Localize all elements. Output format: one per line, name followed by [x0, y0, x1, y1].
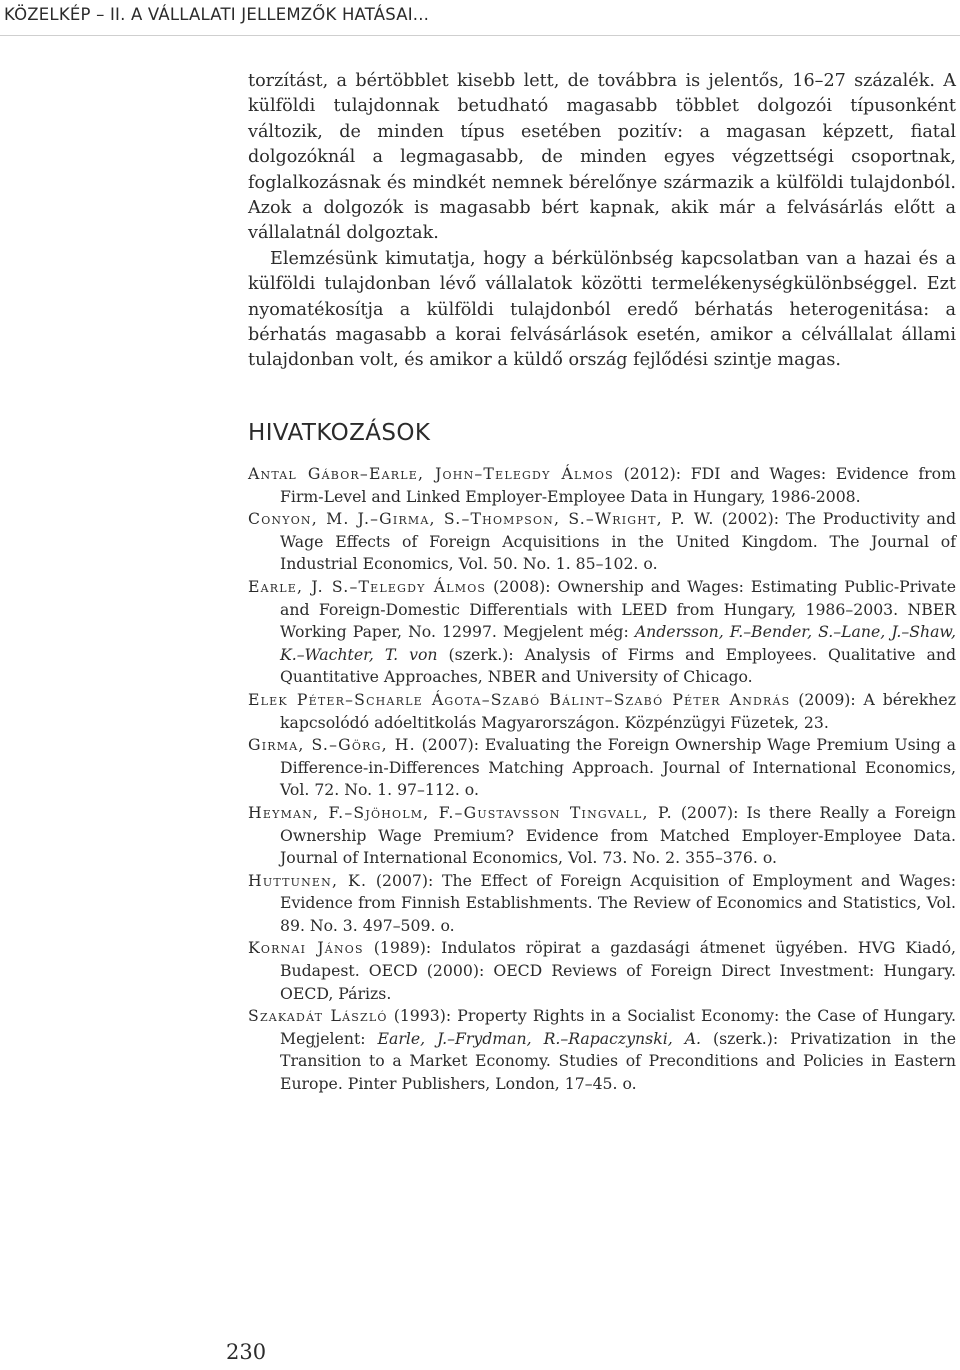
reference-details: (2009): A bérekhez kapcsolódó adóeltitkolás Magyarországon. Közpénzügyi Füzetek, 23. [280, 689, 956, 732]
reference-authors: Huttunen, K. [248, 870, 368, 890]
reference-authors: Girma, S.–Görg, H. [248, 735, 416, 755]
reference-details: (2008): Ownership and Wages: Estimating Public-Private and Foreign-Domestic Differentials with LEED from Hungary, 1986–2003. NBER Working Paper, No. 12997. Megjelent még: [280, 576, 956, 642]
reference-item [248, 802, 956, 870]
reference-authors: Szakadát László [248, 1006, 388, 1026]
reference-details-continued: (szerk.): Privatization in the Transition to a Market Economy. Studies of Preconditions and Policies in Eastern Europe. Pinter Publishers, London, 17–45. o. [280, 1028, 956, 1094]
references-heading: HIVATKOZÁSOK [248, 420, 431, 446]
reference-item [248, 508, 956, 576]
reference-details: (2012): FDI and Wages: Evidence from Firm-Level and Linked Employer-Employee Data in Hungary, 1986-2008. [280, 464, 956, 506]
body-text [248, 69, 956, 374]
reference-details-continued: (szerk.): Analysis of Firms and Employees. Qualitative and Quantitative Approaches, NBER and University of Chicago. [280, 644, 956, 687]
reference-item [248, 734, 956, 802]
running-header [0, 0, 960, 36]
paragraph-1: torzítást, a bértöbblet kisebb lett, de továbbra is jelentős, 16–27 százalék. A külföldi tulajdonnak betudható magasabb többlet dolgozói típusonként változik, de minden típus esetében pozitív: a magasan képzett, fiatal dolgozóknál a legmagasabb, de minden egyes végzettségi csoportnak, foglalkozásnak és mindkét nemnek bérelőnye származik a külföldi tulajdonból. Azok a dolgozók is magasabb bért kapnak, akik már a felvásárlás előtt a vállalatnál dolgoztak. [248, 71, 956, 244]
reference-details: (2002): The Productivity and Wage Effects of Foreign Acquisitions in the United Kingdom. The Journal of Industrial Economics, Vol. 50. No. 1. 85–102. o. [280, 509, 956, 574]
reference-authors: Elek Péter–Scharle Ágota–Szabó Bálint–Szabó Péter András [248, 689, 791, 709]
page-number: 230 [226, 1340, 267, 1364]
reference-authors: Earle, J. S.–Telegdy Álmos [248, 576, 487, 596]
reference-details: (2007): The Effect of Foreign Acquisition of Employment and Wages: Evidence from Finnish Establishments. The Review of Economics and Statistics, Vol. 89. No. 3. 497–509. o. [280, 870, 956, 935]
running-head-title: KÖZELKÉP – II. A VÁLLALATI JELLEMZŐK HATÁSAI... [4, 5, 430, 24]
reference-details: (1989): Indulatos röpirat a gazdasági átmenet ügyében. HVG Kiadó, Budapest. OECD (2000): OECD Reviews of Foreign Direct Investment: Hungary. OECD, Párizs. [280, 938, 956, 1003]
reference-item [248, 689, 956, 734]
reference-item [248, 1005, 956, 1095]
reference-editors: Andersson, F.–Bender, S.–Lane, J.–Shaw, K.–Wachter, T. von [280, 622, 956, 664]
reference-editors: Earle, J.–Frydman, R.–Rapaczynski, A. [377, 1028, 702, 1048]
reference-details: (1993): Property Rights in a Socialist Economy: the Case of Hungary. Megjelent: [280, 1006, 957, 1048]
reference-item [248, 576, 956, 689]
reference-details: (2007): Evaluating the Foreign Ownership Wage Premium Using a Difference-in-Differences Matching Approach. Journal of International Economics, Vol. 72. No. 1. 97–112. o. [280, 735, 956, 800]
reference-authors: Antal Gábor–Earle, John–Telegdy Álmos [248, 464, 614, 483]
reference-authors: Kornai János [248, 938, 364, 958]
reference-item [248, 937, 956, 1005]
reference-list [248, 463, 956, 1096]
paragraph-2: Elemzésünk kimutatja, hogy a bérkülönbség kapcsolatban van a hazai és a külföldi tulajdonban lévő vállalatok közötti termelékenységkülönbséggel. Ezt nyomatékosítja a külföldi tulajdonból eredő bérhatás heterogenitása: a bérhatás magasabb a korai felvásárlások esetén, amikor a célvállalat állami tulajdonban volt, és amikor a küldő ország fejlődési szintje magas. [248, 248, 956, 371]
reference-item [248, 463, 956, 508]
reference-details: (2007): Is there Really a Foreign Ownership Wage Premium? Evidence from Matched Employer-Employee Data. Journal of International Economics, Vol. 73. No. 2. 355–376. o. [280, 802, 956, 868]
reference-item [248, 870, 956, 938]
reference-authors: Conyon, M. J.–Girma, S.–Thompson, S.–Wright, P. W. [248, 509, 715, 529]
reference-authors: Heyman, F.–Sjöholm, F.–Gustavsson Tingvall, P. [248, 802, 673, 822]
